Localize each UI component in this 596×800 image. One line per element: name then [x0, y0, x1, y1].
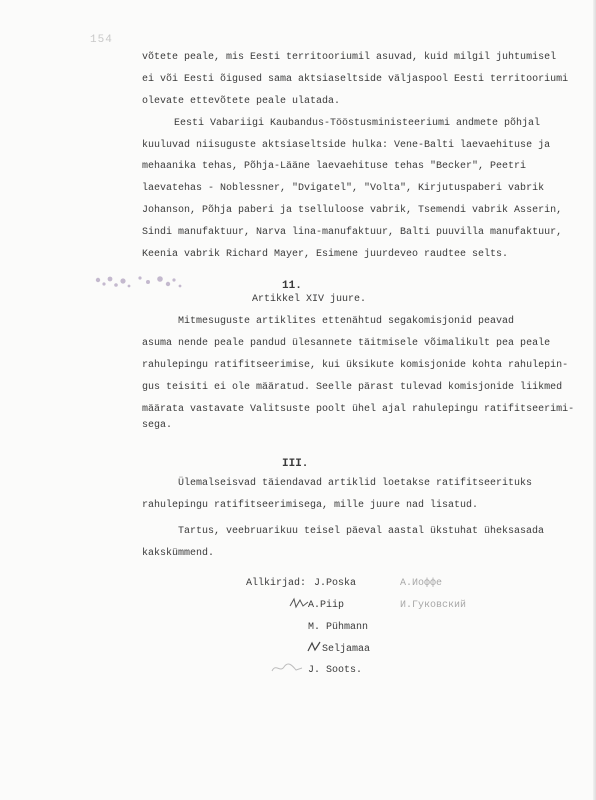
text-line: määrata vastavate Valitsuste poolt ühel ajal rahulepingu ratifitseerimi-: [142, 404, 575, 415]
text-line: Tartus, veebruarikuu teisel päeval aastal ükstuhat üheksasada: [178, 526, 545, 537]
signature-soots: J. Soots.: [308, 665, 363, 676]
section-number: III.: [282, 458, 309, 470]
text-line: kuuluvad niisuguste aktsiaseltside hulka: Vene-Balti laevaehituse ja: [142, 140, 551, 151]
text-line: rahulepingu ratifitseerimisega, mille juure nad lisatud.: [142, 500, 479, 511]
text-line: Keenia vabrik Richard Mayer, Esimene juurdeveo raudtee selts.: [142, 249, 509, 260]
text-line: Sindi manufaktuur, Narva lina-manufaktuur, Balti puuvilla manufaktuur,: [142, 227, 563, 238]
text-line: võtete peale, mis Eesti territooriumil asuvad, kuid milgil juhtumisel: [142, 52, 557, 63]
section-subtitle: Artikkel XIV juure.: [252, 294, 367, 305]
text-line: Ülemalseisvad täiendavad artiklid loetakse ratifitseerituks: [178, 478, 533, 489]
signatures-label: Allkirjad:: [246, 578, 307, 589]
text-line: rahulepingu ratifitseerimise, kui üksikute komisjonide kohta rahulepin-: [142, 360, 569, 371]
page-number-mark: 154: [90, 34, 113, 46]
text-line: laevatehas - Noblessner, "Dvigatel", "Volta", Kirjutuspaberi vabrik: [142, 183, 545, 194]
signature-ioffe: А.Иоффе: [400, 578, 443, 589]
text-line: Eesti Vabariigi Kaubandus-Tööstusministeeriumi andmete põhjal: [174, 118, 541, 129]
signature-piip: A.Piip: [308, 600, 345, 611]
text-line: ei või Eesti õigused sama aktsiaseltside väljaspool Eesti territooriumi: [142, 74, 569, 85]
handwritten-signature-mark: [288, 596, 312, 610]
text-line: asuma nende peale pandud ülesannete täitmisele võimalikult pea peale: [142, 338, 551, 349]
text-line: olevate ettevõtete peale ulatada.: [142, 96, 341, 107]
signature-poska: J.Poska: [314, 578, 357, 589]
ink-stamp-smudge: [88, 270, 188, 296]
text-line: sega.: [142, 420, 173, 431]
text-line: Johanson, Põhja paberi ja tselluloose vabrik, Tsemendi vabrik Asserin,: [142, 205, 563, 216]
text-line: mehaanika tehas, Põhja-Lääne laevaehituse tehas "Becker", Peetri: [142, 161, 527, 172]
handwritten-signature-mark: [306, 640, 324, 654]
signature-puhmann: M. Pühmann: [308, 622, 369, 633]
text-line: kakskümmend.: [142, 548, 215, 559]
handwritten-signature-mark: [270, 661, 304, 675]
text-line: gus teisiti ei ole määratud. Seelle pärast tulevad komisjonide liikmed: [142, 382, 563, 393]
signature-seljamaa: Seljamaa: [322, 644, 371, 655]
section-number: 11.: [282, 280, 302, 292]
text-line: Mitmesuguste artiklites ettenähtud segakomisjonid peavad: [178, 316, 515, 327]
signature-gukovsky: И.Гуковский: [400, 600, 467, 611]
